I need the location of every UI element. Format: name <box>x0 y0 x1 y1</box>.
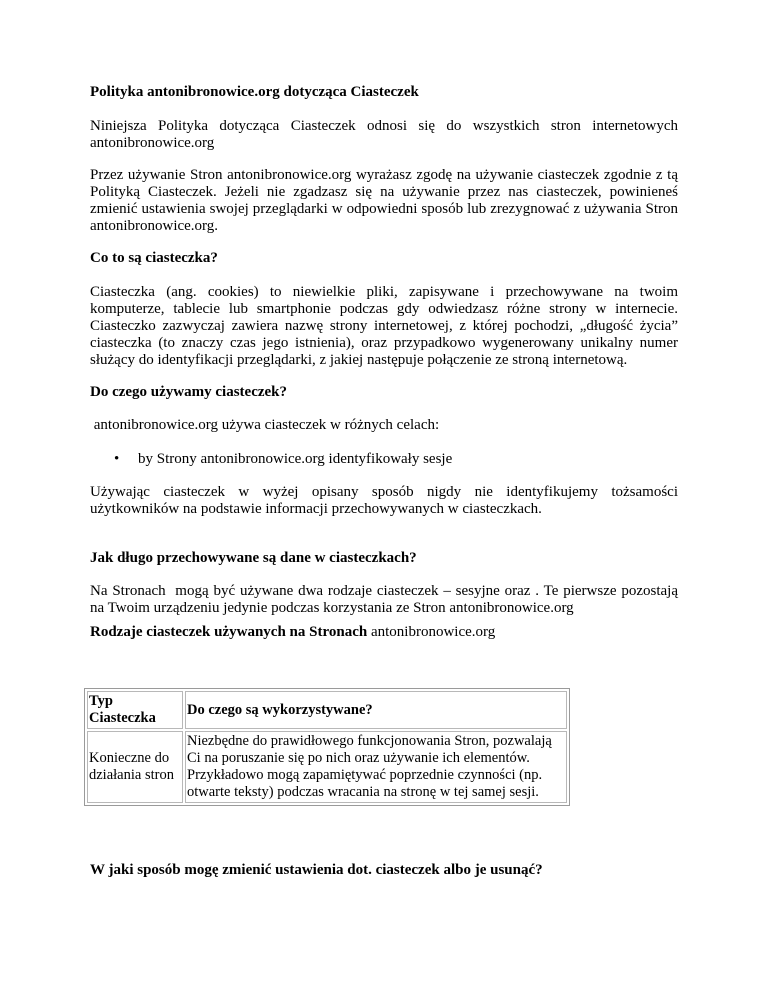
cookie-types-heading <box>90 624 678 641</box>
change-settings-heading: W jaki sposób mogę zmienić ustawienia dot. ciasteczek albo je usunąć? <box>90 862 543 878</box>
cookie-usage-intro: antonibronowice.org używa ciasteczek w różnych celach: <box>90 417 440 433</box>
consent-paragraph: Przez używanie Stron antonibronowice.org wyrażasz zgodę na używanie ciasteczek zgodnie z tą Polityką Ciasteczek. Jeżeli nie zgadzasz się na używanie przez nas ciasteczek, powinieneś zmienić ustawienia swojej przeglądarki w odpowiedni sposób lub zrezygnować z używania Stron antonibronowice.org. <box>90 167 678 234</box>
list-item-text: by Strony antonibronowice.org identyfikowały sesje <box>138 451 453 467</box>
storage-duration-heading: Jak długo przechowywane są dane w ciasteczkach? <box>90 550 417 566</box>
table-cell-type: Konieczne do działania stron <box>87 731 183 803</box>
document-title: Polityka antonibronowice.org dotycząca Ciasteczek <box>90 84 419 100</box>
cookie-usage-heading: Do czego używamy ciasteczek? <box>90 384 288 400</box>
what-are-cookies-heading: Co to są ciasteczka? <box>90 250 218 266</box>
storage-duration-paragraph: Na Stronach mogą być używane dwa rodzaje ciasteczek – sesyjne oraz . Te pierwsze pozostają na Twoim urządzeniu jedynie podczas korzystania ze Stron antonibronowice.org <box>90 583 682 616</box>
cookie-types-table <box>84 688 570 806</box>
cookie-types-heading-site: antonibronowice.org <box>367 624 496 640</box>
cookie-usage-list <box>90 451 678 468</box>
cookie-types-heading-bold: Rodzaje ciasteczek używanych na Stronach <box>90 624 368 640</box>
intro-paragraph: Niniejsza Polityka dotycząca Ciasteczek odnosi się do wszystkich stron internetowych antonibronowice.org <box>90 118 678 151</box>
table-header-usage: Do czego są wykorzystywane? <box>185 691 567 729</box>
what-are-cookies-paragraph: Ciasteczka (ang. cookies) to niewielkie pliki, zapisywane i przechowywane na twoim komputerze, tablecie lub smartphonie podczas gdy odwiedzasz różne strony w internecie. Ciasteczko zazwyczaj zawiera nazwę strony internetowej, z której pochodzi, „długość życia” ciasteczka (to znaczy czas jego istnienia), oraz przypadkowo wygenerowany unikalny numer służący do identyfikacji przeglądarki, z jakiej następuje połączenie ze stroną internetową. <box>90 284 678 368</box>
table-cell-usage: Niezbędne do prawidłowego funkcjonowania Stron, pozwalają Ci na poruszanie się po nich oraz używanie ich elementów. Przykładowo mogą zapamiętywać poprzednie czynności (np. otwarte teksty) podczas wracania na stronę w tej samej sesji. <box>185 731 567 803</box>
table-row <box>87 731 567 803</box>
table-header-row <box>87 691 567 729</box>
bullet-icon: • <box>114 451 120 467</box>
table-header-type: Typ Ciasteczka <box>87 691 183 729</box>
identity-paragraph: Używając ciasteczek w wyżej opisany sposób nigdy nie identyfikujemy tożsamości użytkowników na podstawie informacji przechowywanych w ciasteczkach. <box>90 484 678 517</box>
list-item <box>90 451 678 468</box>
